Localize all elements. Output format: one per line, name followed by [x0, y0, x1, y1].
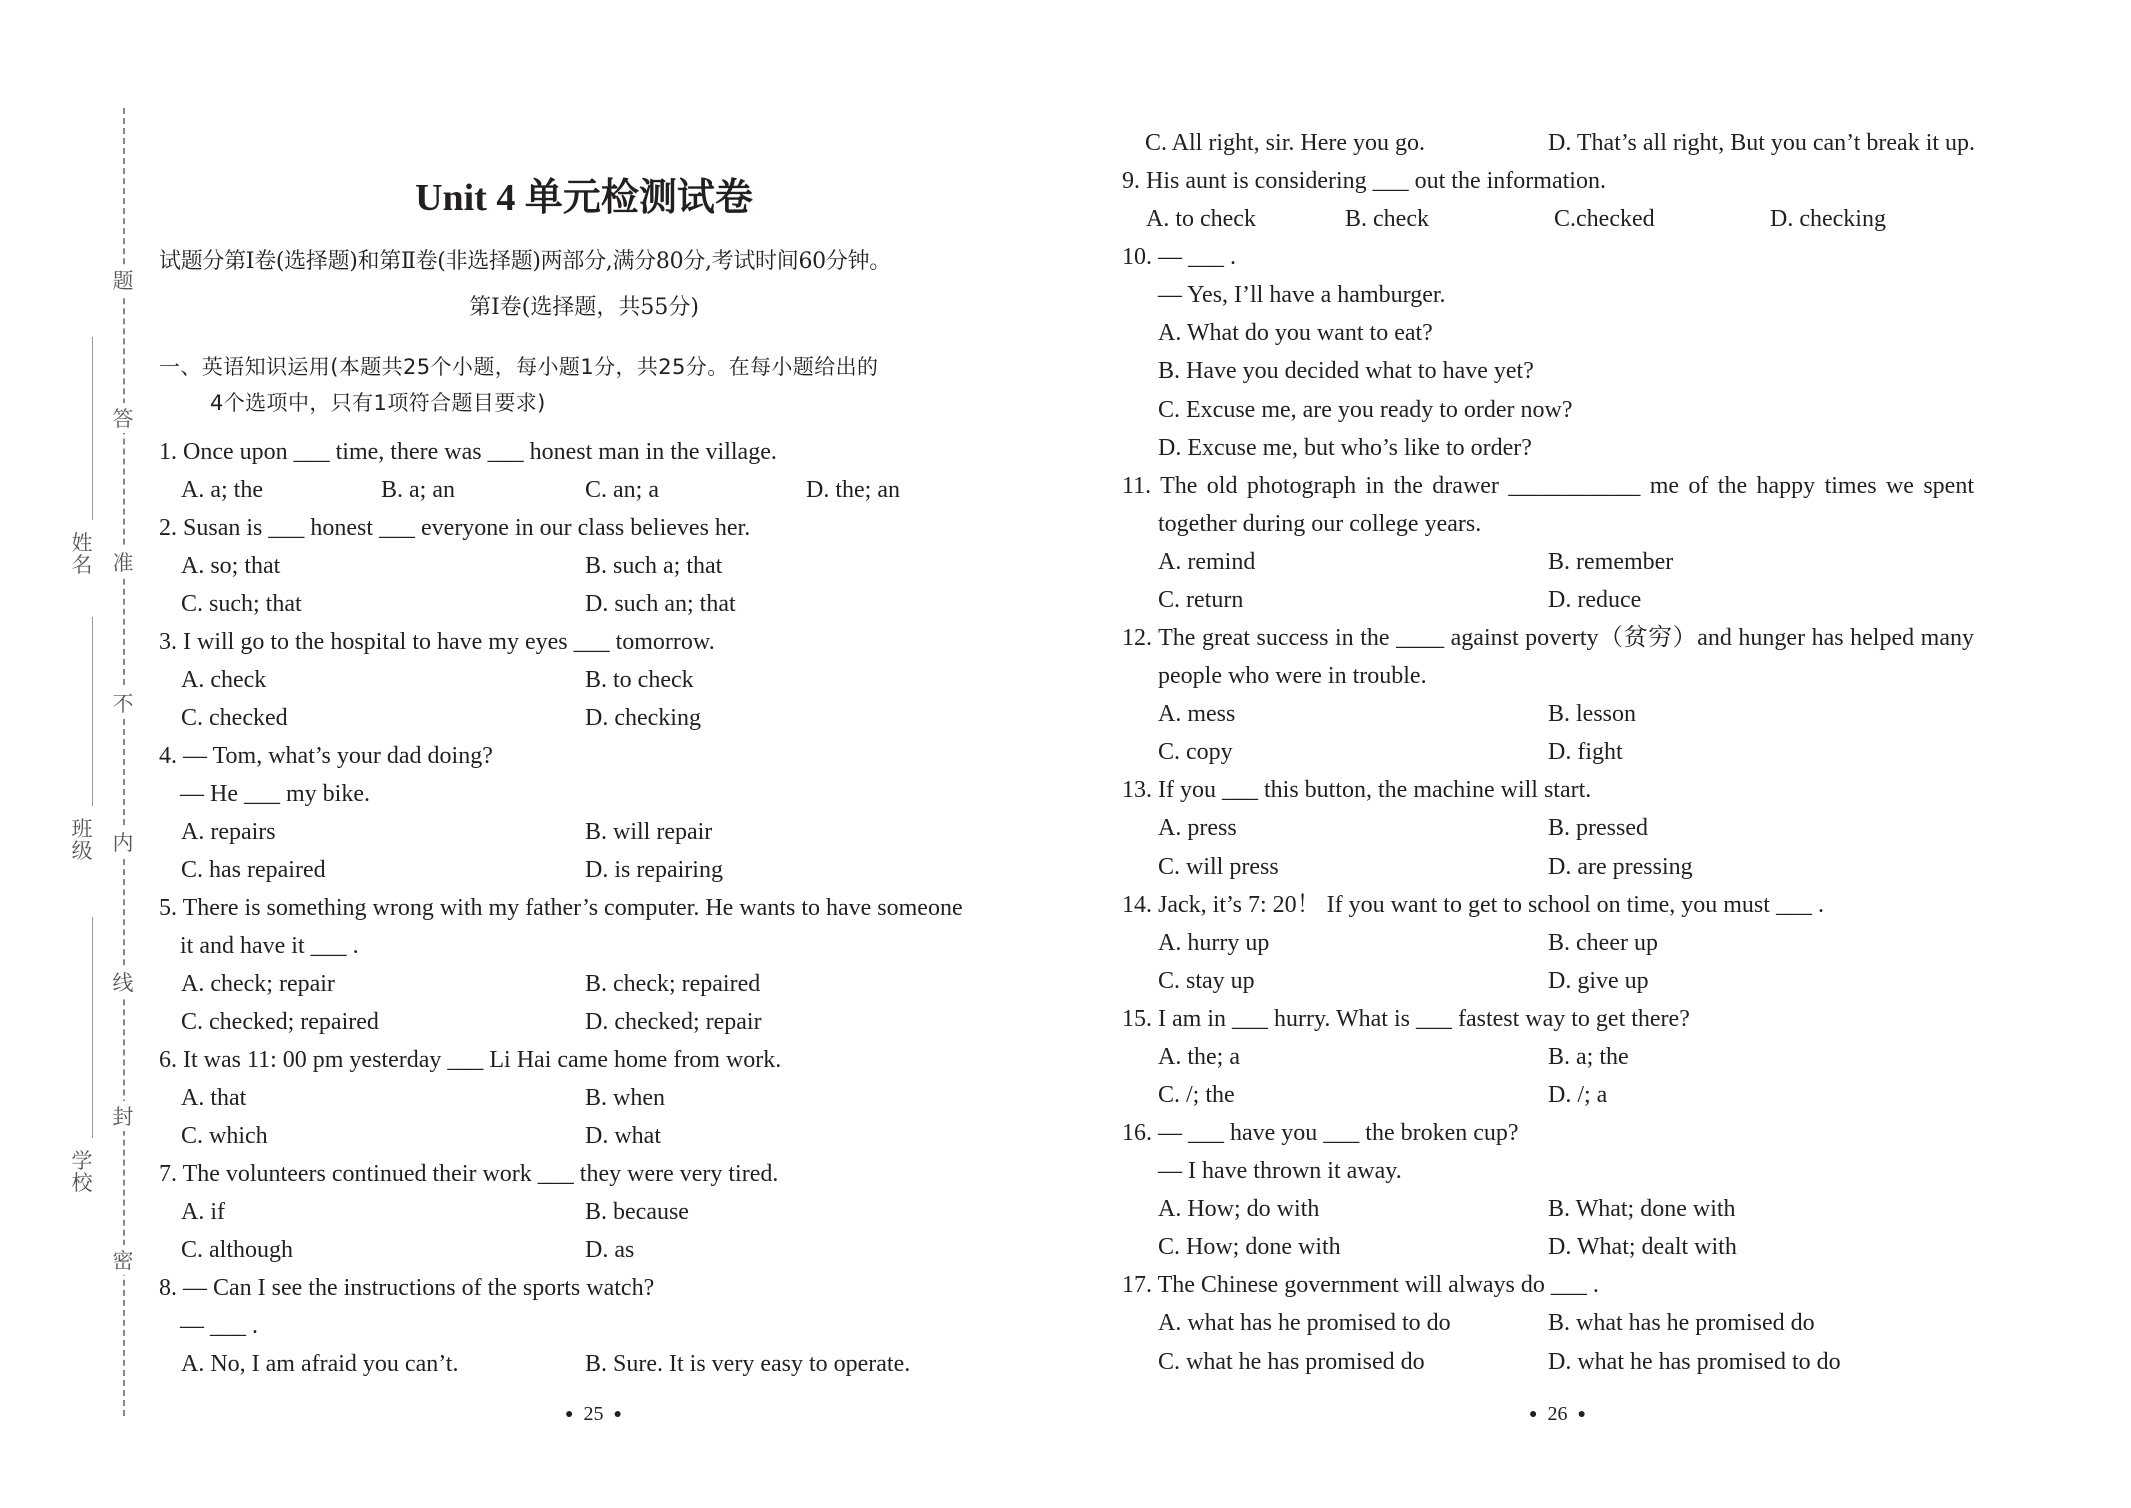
- page-title: Unit 4 单元检测试卷: [415, 177, 753, 219]
- answer-option: D. That’s all right, But you can’t break it up.: [1548, 130, 1976, 156]
- answer-option: D. reduce: [1548, 586, 1642, 613]
- answer-option: A. remind: [1158, 548, 1256, 575]
- question-line: 5. There is something wrong with my father’s computer. He wants to have someone: [159, 895, 963, 921]
- answer-option: A. mess: [1158, 701, 1236, 728]
- seal-char: 密: [108, 1245, 138, 1275]
- question-line: — He ___ my bike.: [180, 781, 370, 807]
- answer-option: C. checked; repaired: [181, 1009, 379, 1035]
- seal-char: 内: [108, 827, 138, 857]
- answer-option: A. repairs: [181, 819, 276, 845]
- answer-option: A. if: [181, 1199, 225, 1225]
- section-one-instructions-line2: 4个选项中，只有1项符合题目要求): [210, 391, 546, 415]
- question-line: 16. — ___ have you ___ the broken cup?: [1122, 1120, 1519, 1147]
- bullet: ●: [1577, 1407, 1586, 1422]
- answer-option: C. All right, sir. Here you go.: [1145, 130, 1425, 156]
- question-line: 14. Jack, it’s 7: 20！ If you want to get to school on time, you must ___ .: [1122, 891, 1824, 918]
- seal-char: 不: [108, 688, 138, 718]
- question-line: 1. Once upon ___ time, there was ___ honest man in the village.: [159, 439, 777, 465]
- question-line: 6. It was 11: 00 pm yesterday ___ Li Hai came home from work.: [159, 1047, 782, 1073]
- answer-option: B. What; done with: [1548, 1196, 1736, 1223]
- answer-option: D. the; an: [806, 477, 900, 503]
- answer-option: B. such a; that: [585, 553, 723, 579]
- bullet: ●: [1529, 1407, 1538, 1422]
- answer-option: D. are pressing: [1548, 853, 1693, 880]
- page-number-left: ● 25 ●: [555, 1403, 632, 1426]
- question-line: it and have it ___ .: [180, 933, 359, 959]
- answer-option: B. a; the: [1548, 1043, 1629, 1070]
- answer-option: D. checking: [1770, 206, 1886, 233]
- bullet: ●: [565, 1407, 574, 1422]
- seal-char: 线: [108, 967, 138, 997]
- answer-option: B. to check: [585, 667, 694, 693]
- answer-option: D. what: [585, 1123, 661, 1149]
- answer-option: B. cheer up: [1548, 929, 1658, 956]
- question-line: — I have thrown it away.: [1158, 1158, 1402, 1185]
- answer-option: D. What; dealt with: [1548, 1234, 1737, 1261]
- question-line: B. Have you decided what to have yet?: [1158, 358, 1534, 385]
- question-line: — Yes, I’ll have a hamburger.: [1158, 282, 1446, 309]
- question-line: together during our college years.: [1158, 510, 1482, 537]
- answer-option: C. return: [1158, 586, 1244, 613]
- answer-option: D. fight: [1548, 739, 1623, 766]
- question-line: A. What do you want to eat?: [1158, 320, 1433, 347]
- answer-option: D. what he has promised to do: [1548, 1348, 1841, 1375]
- answer-option: D. checked; repair: [585, 1009, 762, 1035]
- answer-option: C. what he has promised do: [1158, 1348, 1425, 1375]
- answer-option: A. the; a: [1158, 1043, 1240, 1070]
- answer-option: A. hurry up: [1158, 929, 1270, 956]
- question-line: — ___ .: [180, 1313, 258, 1339]
- answer-option: C. will press: [1158, 853, 1279, 880]
- question-line: 2. Susan is ___ honest ___ everyone in our class believes her.: [159, 515, 751, 541]
- field-underline: [92, 917, 93, 1138]
- seal-char: 封: [108, 1101, 138, 1131]
- question-line: 3. I will go to the hospital to have my eyes ___ tomorrow.: [159, 629, 715, 655]
- answer-option: D. such an; that: [585, 591, 736, 617]
- answer-option: A. check; repair: [181, 971, 335, 997]
- answer-option: B. check; repaired: [585, 971, 761, 997]
- question-line: 11. The old photograph in the drawer ___________ me of the happy times we spent: [1122, 472, 1974, 499]
- question-line: 13. If you ___ this button, the machine will start.: [1122, 777, 1592, 804]
- answer-option: D. /; a: [1548, 1082, 1608, 1108]
- answer-option: D. as: [585, 1237, 635, 1263]
- answer-option: C. which: [181, 1123, 268, 1149]
- answer-option: A. so; that: [181, 553, 281, 579]
- answer-option: B. a; an: [381, 477, 455, 503]
- answer-option: C. an; a: [585, 477, 659, 503]
- field-label: 姓名: [71, 531, 93, 577]
- answer-option: A. press: [1158, 815, 1237, 842]
- section-one-instructions-line1: 一、英语知识运用(本题共25个小题，每小题1分，共25分。在每小题给出的: [159, 355, 879, 379]
- answer-option: A. that: [181, 1085, 247, 1111]
- answer-option: C. checked: [181, 705, 288, 731]
- answer-option: D. is repairing: [585, 857, 723, 883]
- question-line: C. Excuse me, are you ready to order now?: [1158, 396, 1573, 423]
- question-line: 9. His aunt is considering ___ out the information.: [1122, 168, 1606, 195]
- answer-option: C. /; the: [1158, 1082, 1235, 1108]
- answer-option: C. copy: [1158, 739, 1233, 766]
- field-label: 学校: [71, 1149, 93, 1195]
- answer-option: B. what has he promised do: [1548, 1310, 1815, 1337]
- answer-option: A. How; do with: [1158, 1196, 1320, 1223]
- answer-option: C. stay up: [1158, 967, 1255, 994]
- seal-char: 准: [108, 547, 138, 577]
- question-line: 15. I am in ___ hurry. What is ___ fastest way to get there?: [1122, 1005, 1690, 1032]
- answer-option: B. because: [585, 1199, 689, 1225]
- bullet: ●: [613, 1407, 622, 1422]
- question-line: 4. — Tom, what’s your dad doing?: [159, 743, 493, 769]
- field-underline: [92, 617, 93, 806]
- answer-option: C. has repaired: [181, 857, 326, 883]
- answer-option: D. checking: [585, 705, 701, 731]
- answer-option: C. How; done with: [1158, 1234, 1341, 1261]
- answer-option: A. check: [181, 667, 267, 693]
- answer-option: C.checked: [1554, 206, 1655, 233]
- answer-option: C. such; that: [181, 591, 302, 617]
- answer-option: C. although: [181, 1237, 293, 1263]
- answer-option: B. pressed: [1548, 815, 1648, 842]
- answer-option: B. when: [585, 1085, 665, 1111]
- question-line: people who were in trouble.: [1158, 663, 1427, 690]
- answer-option: A. to check: [1146, 206, 1256, 233]
- answer-option: B. Sure. It is very easy to operate.: [585, 1351, 911, 1377]
- field-label: 班级: [71, 817, 93, 863]
- seal-char: 答: [108, 403, 138, 433]
- part-one-heading: 第Ⅰ卷(选择题，共55分): [469, 295, 699, 320]
- question-line: 8. — Can I see the instructions of the sports watch?: [159, 1275, 655, 1301]
- answer-option: B. lesson: [1548, 701, 1637, 728]
- question-line: 12. The great success in the ____ against poverty（贫穷）and hunger has helped many: [1122, 625, 1974, 652]
- answer-option: B. will repair: [585, 819, 713, 845]
- question-line: 10. — ___ .: [1122, 244, 1236, 271]
- answer-option: B. remember: [1548, 548, 1674, 575]
- seal-char: 题: [108, 265, 138, 295]
- answer-option: A. what has he promised to do: [1158, 1310, 1451, 1337]
- page-number-right: ● 26 ●: [1519, 1403, 1596, 1426]
- question-line: 7. The volunteers continued their work ___ they were very tired.: [159, 1161, 779, 1187]
- answer-option: A. a; the: [181, 477, 263, 503]
- field-underline: [92, 337, 93, 520]
- answer-option: B. check: [1345, 206, 1429, 233]
- question-line: D. Excuse me, but who’s like to order?: [1158, 434, 1532, 461]
- exam-intro: 试题分第Ⅰ卷(选择题)和第Ⅱ卷(非选择题)两部分,满分80分,考试时间60分钟。: [159, 249, 891, 274]
- answer-option: D. give up: [1548, 967, 1649, 994]
- question-line: 17. The Chinese government will always do ___ .: [1122, 1272, 1599, 1299]
- answer-option: A. No, I am afraid you can’t.: [181, 1351, 459, 1377]
